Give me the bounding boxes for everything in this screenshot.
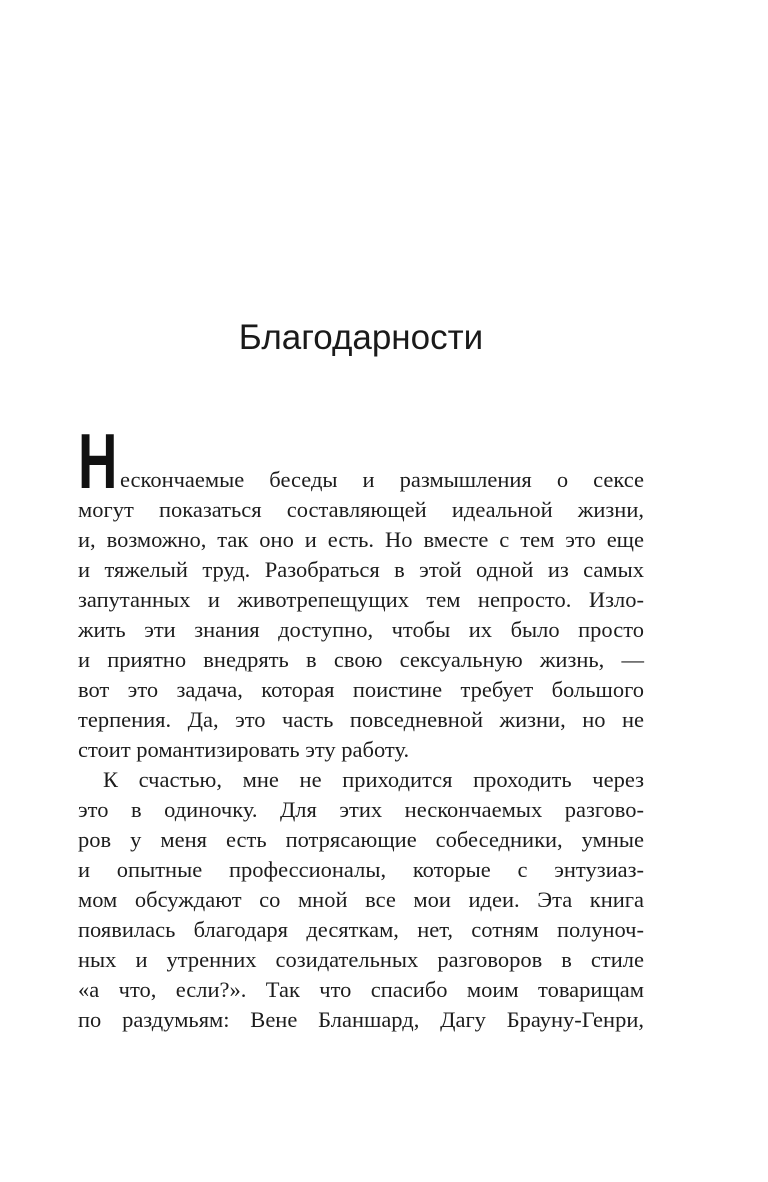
text-line: это в одиночку. Для этих нескончаемых разгово- xyxy=(78,797,644,822)
text-line: и тяжелый труд. Разобраться в этой одной из самых xyxy=(78,557,644,582)
text-line: и опытные профессионалы, которые с энтузиаз- xyxy=(78,857,644,882)
drop-cap: Н xyxy=(78,417,118,505)
text-line: по раздумьям: Вене Бланшард, Дагу Брауну-Генри, xyxy=(78,1007,644,1032)
paragraph xyxy=(78,765,644,1035)
text-line: «а что, если?». Так что спасибо моим товарищам xyxy=(78,977,644,1002)
body-text xyxy=(78,417,644,1035)
text-line: ескончаемые беседы и размышления о сексе xyxy=(120,467,644,492)
text-line: и приятно внедрять в свою сексуальную жизнь, — xyxy=(78,647,644,672)
text-line: и, возможно, так оно и есть. Но вместе с тем это еще xyxy=(78,527,644,552)
text-line: жить эти знания доступно, чтобы их было просто xyxy=(78,617,644,642)
text-line: ров у меня есть потрясающие собеседники, умные xyxy=(78,827,644,852)
text-line: ных и утренних созидательных разговоров в стиле xyxy=(78,947,644,972)
text-line: терпения. Да, это часть повседневной жизни, но не xyxy=(78,707,644,732)
text-line: мом обсуждают со мной все мои идеи. Эта книга xyxy=(78,887,644,912)
text-line: стоит романтизировать эту работу. xyxy=(78,737,410,762)
text-line: К счастью, мне не приходится проходить через xyxy=(103,767,644,792)
chapter-title: Благодарности xyxy=(238,318,484,357)
text-line: появилась благодаря десяткам, нет, сотням полуноч- xyxy=(78,917,644,942)
paragraph xyxy=(78,465,644,765)
text-line: запутанных и животрепещущих тем непросто. Изло- xyxy=(78,587,644,612)
text-line: могут показаться составляющей идеальной жизни, xyxy=(78,497,644,522)
text-line: вот это задача, которая поистине требует большого xyxy=(78,677,644,702)
